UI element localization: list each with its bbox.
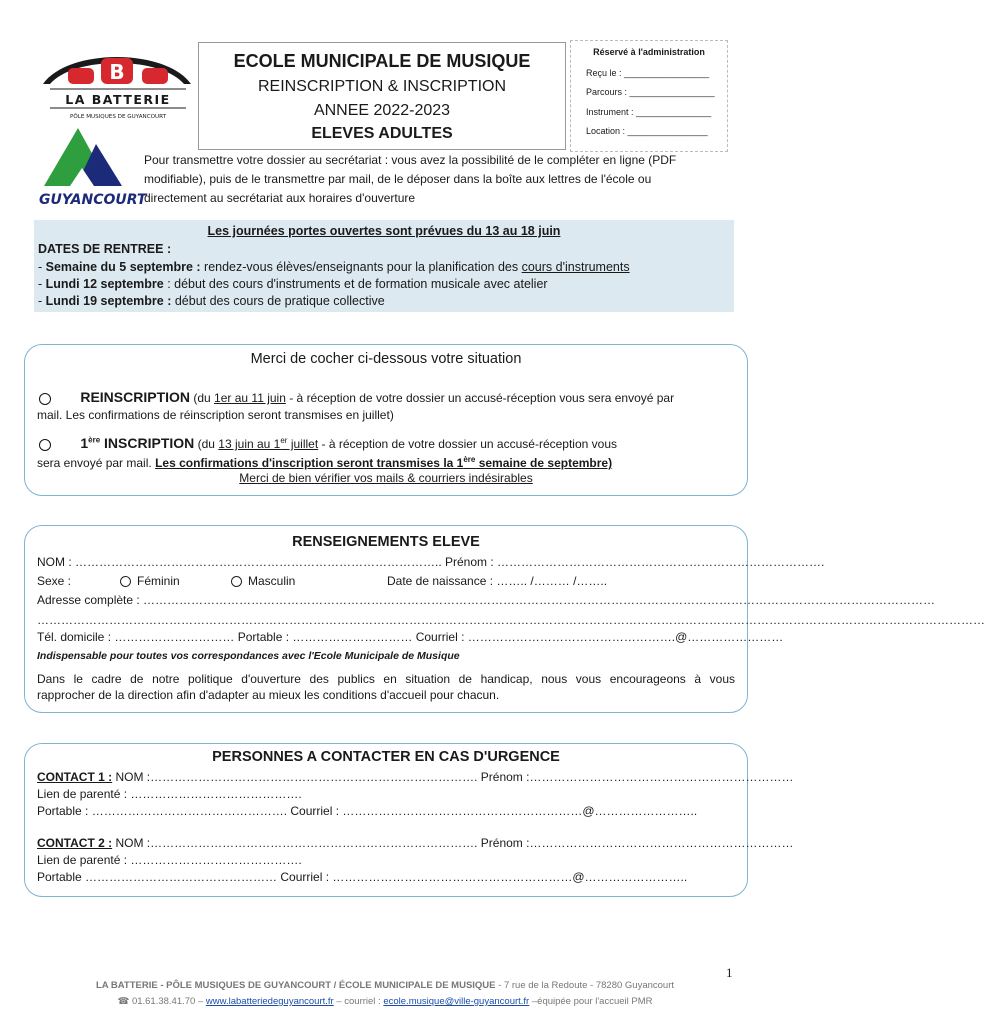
contact1-relation[interactable]: Lien de parenté : ……………………………………. [37, 787, 302, 801]
feminin-option[interactable]: Féminin [120, 574, 180, 588]
situation-title: Merci de cocher ci-dessous votre situation [250, 351, 522, 367]
masculin-option[interactable]: Masculin [231, 574, 295, 588]
date-line-2: - Lundi 12 septembre : début des cours d'instruments et de formation musicale avec atelier [38, 277, 548, 291]
title-box [198, 42, 566, 150]
logo-title: LA BATTERIE [65, 92, 171, 107]
location-field[interactable]: Location : ________________ [586, 126, 708, 136]
school-title: ECOLE MUNICIPALE DE MUSIQUE [233, 51, 531, 71]
emergency-panel [24, 743, 794, 897]
birthdate-field[interactable]: Date de naissance : …….. /……… /…….. [387, 574, 608, 588]
verify-mails: Merci de bien vérifier vos mails & courriers indésirables [239, 471, 533, 485]
info-box [34, 220, 734, 312]
policy-line-1: Dans le cadre de notre politique d'ouverture des publics en situation de handicap, nous vous encourageons à vous [37, 672, 735, 686]
admin-heading: Réservé à l'administration [593, 47, 705, 57]
logo-graphic [38, 40, 196, 122]
dates-title: DATES DE RENTREE : [38, 242, 172, 256]
audience-label: ELEVES ADULTES [311, 125, 453, 142]
email-link[interactable]: ecole.musique@ville-guyancourt.fr [383, 996, 530, 1007]
logo-subtitle: PÔLE MUSIQUES DE GUYANCOURT [69, 114, 167, 120]
footer-contact: ☎ 01.61.38.41.70 – www.labatteriedeguyancourt.fr – courriel : ecole.musique@ville-guyancourt.fr –équipée pour l'accueil PMR [117, 996, 653, 1007]
logo-letter: B [109, 60, 125, 84]
contact1-phone-email[interactable]: Portable : …………………………………………. Courriel : ……………………………………………………@…………………….. [37, 804, 698, 818]
reinscription-option[interactable]: REINSCRIPTION (du 1er au 11 juin - à réception de votre dossier un accusé-réception vous sera envoyé par [39, 389, 674, 405]
logo-la-batterie [38, 40, 196, 122]
page-number: 1 [726, 965, 733, 980]
admin-box [570, 40, 728, 152]
situation-panel [24, 344, 748, 496]
contact2-relation[interactable]: Lien de parenté : ……………………………………. [37, 853, 302, 867]
parcours-field[interactable]: Parcours : _________________ [586, 87, 715, 97]
date-line-3: - Lundi 19 septembre : début des cours de pratique collective [38, 294, 385, 308]
contact2-name[interactable]: CONTACT 2 : NOM :………………………………………………………………………. Prénom :………………………………………………………… [37, 836, 794, 850]
address-field-2[interactable]: ………………………………………………………………………………………………………………………………………………………………………………………………………………… [37, 613, 985, 627]
emergency-title: PERSONNES A CONTACTER EN CAS D'URGENCE [212, 749, 560, 765]
footer-org: LA BATTERIE - PÔLE MUSIQUES DE GUYANCOURT / ÉCOLE MUNICIPALE DE MUSIQUE - 7 rue de la Redoute - 78280 Guyancourt [95, 980, 675, 991]
student-panel [24, 525, 985, 713]
contact-note: Indispensable pour toutes vos correspondances avec l'Ecole Municipale de Musique [37, 650, 460, 662]
website-link[interactable]: www.labatteriedeguyancourt.fr [205, 996, 334, 1007]
open-days: Les journées portes ouvertes sont prévues du 13 au 18 juin [207, 224, 561, 238]
feminin-radio[interactable] [120, 576, 131, 587]
logo-guyancourt [36, 124, 147, 208]
form-type: REINSCRIPTION & INSCRIPTION [257, 78, 507, 95]
date-line-1: - Semaine du 5 septembre : rendez-vous élèves/enseignants pour la planification des cours d'instruments [38, 260, 630, 274]
address-field[interactable]: Adresse complète : ……………………………………………………………………………………………………………………………………………………………………………… [37, 593, 936, 607]
inscription-radio[interactable] [39, 439, 51, 451]
inscription-option[interactable]: 1ère INSCRIPTION (du 13 juin au 1er juillet - à réception de votre dossier un accusé-réception vous [39, 435, 617, 451]
sex-label: Sexe : [37, 574, 72, 588]
policy-line-2: rapprocher de la direction afin d'adapter au mieux les conditions d'accueil pour chacun. [37, 688, 500, 702]
intro-text: Pour transmettre votre dossier au secrétariat : vous avez la possibilité de le compléter en ligne (PDF modifiable), puis de le transmettre par mail, de le déposer dans la boîte aux lettres de l'école ou directement au secrétariat aux horaires d'ouverture [144, 153, 677, 205]
masculin-radio[interactable] [231, 576, 242, 587]
reinscription-radio[interactable] [39, 393, 51, 405]
instrument-field[interactable]: Instrument : _______________ [586, 107, 712, 117]
inscription-note: sera envoyé par mail. Les confirmations d'inscription seront transmises la 1ère semaine de septembre) [37, 455, 613, 470]
contact-fields[interactable]: Tél. domicile : ………………………… Portable : ………………………… Courriel : …………………………………………….@…………………… [37, 630, 784, 644]
received-field[interactable]: Reçu le : _________________ [586, 68, 710, 78]
student-name-field[interactable]: NOM : ……………………………………………………………………………….. Prénom : ………………………………………………………………………. [37, 555, 825, 569]
student-title: RENSEIGNEMENTS ELEVE [292, 534, 480, 550]
logo-city: GUYANCOURT [39, 192, 147, 208]
contact1-name[interactable]: CONTACT 1 : NOM :………………………………………………………………………. Prénom :………………………………………………………… [37, 770, 794, 784]
reinscription-note: mail. Les confirmations de réinscription seront transmises en juillet) [37, 408, 394, 422]
contact2-phone-email[interactable]: Portable ………………………………………… Courriel : ……………………………………………………@…………………….. [37, 870, 688, 884]
school-year: ANNEE 2022-2023 [313, 102, 451, 119]
